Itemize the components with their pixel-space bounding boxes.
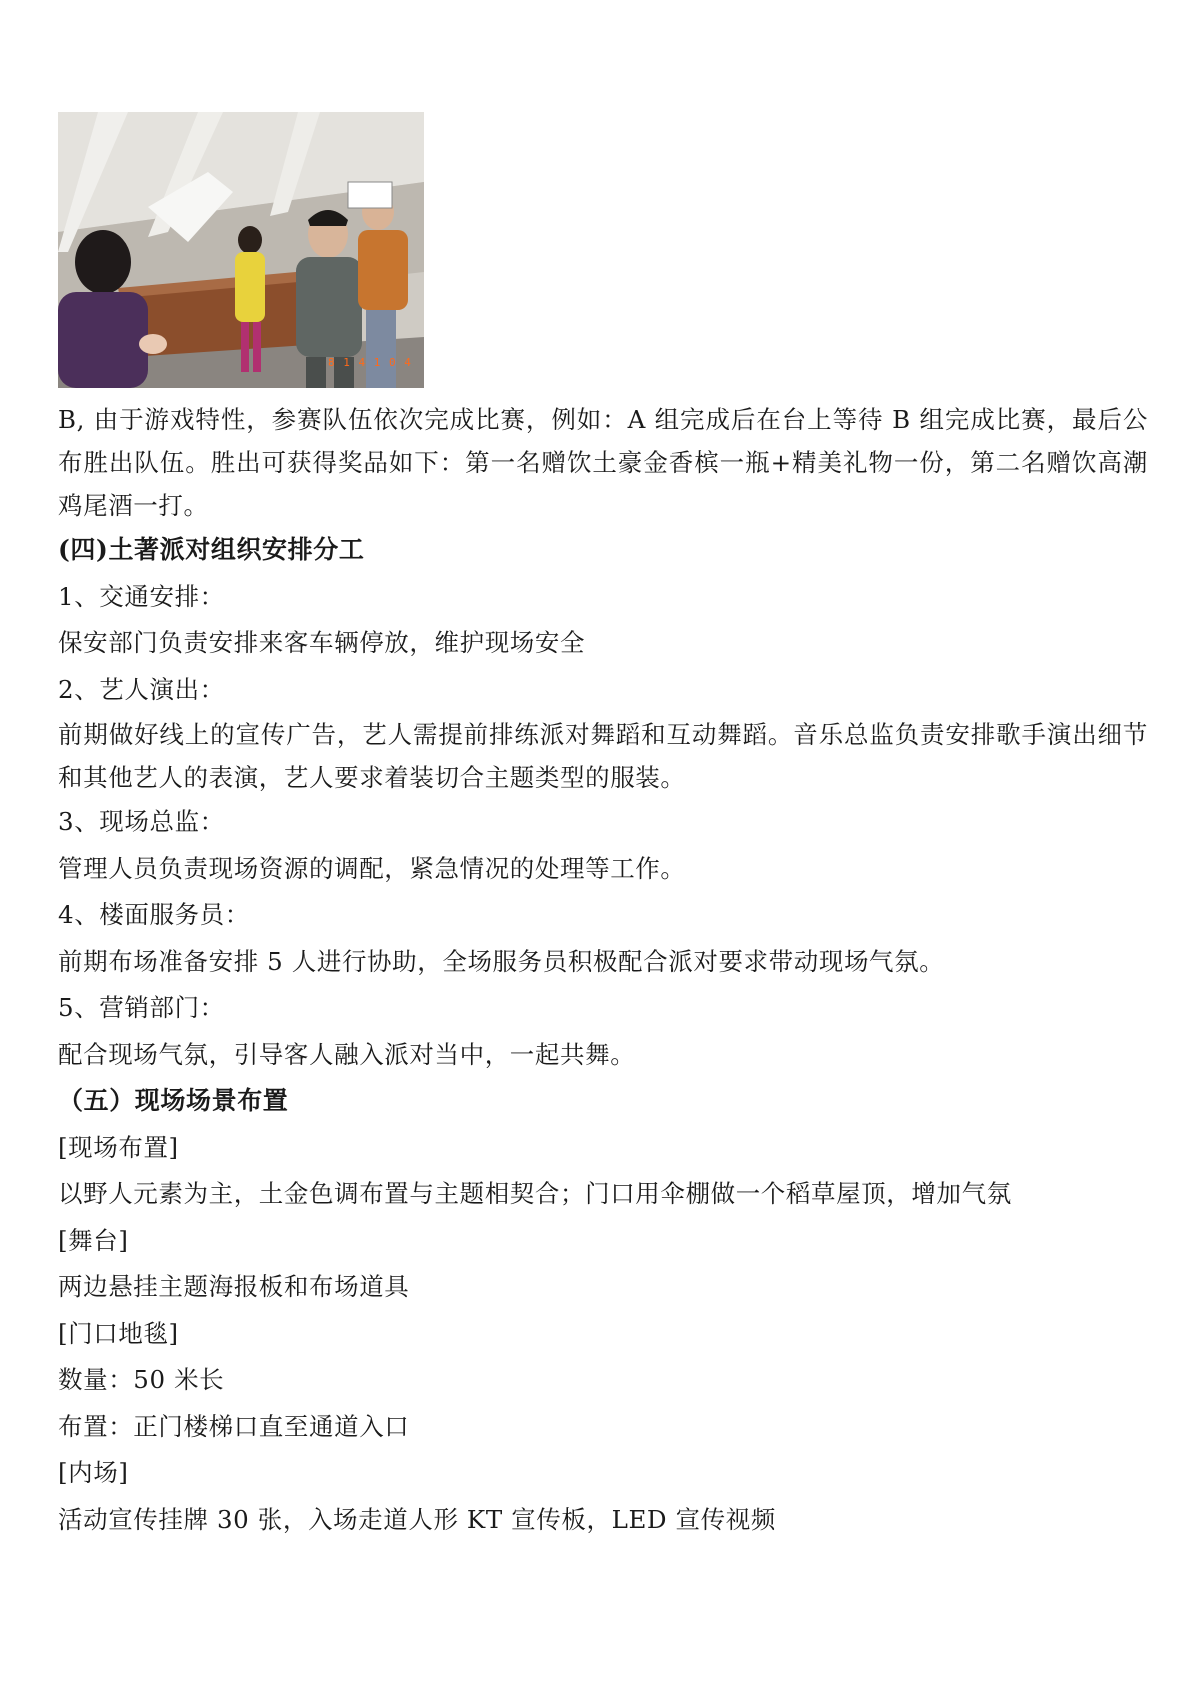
layout-label: [现场布置]	[58, 1132, 179, 1162]
item-1-text: 保安部门负责安排来客车辆停放，维护现场安全	[58, 628, 586, 657]
carpet-label: [门口地毯]	[58, 1318, 179, 1348]
stage-label: [舞台]	[58, 1225, 129, 1255]
item-3-text: 管理人员负责现场资源的调配，紧急情况的处理等工作。	[58, 853, 686, 883]
photo-illustration	[58, 112, 424, 388]
item-2-text: 前期做好线上的宣传广告，艺人需提前排练派对舞蹈和互动舞蹈。音乐总监负责安排歌手演出细节和其他艺人的表演，艺人要求着装切合主题类型的服装。	[58, 720, 1148, 792]
event-photo	[58, 112, 424, 388]
item-4-text: 前期布场准备安排 5 人进行协助，全场服务员积极配合派对要求带动现场气氛。	[58, 946, 945, 976]
section-b-paragraph: B, 由于游戏特性，参赛队伍依次完成比赛，例如：A 组完成后在台上等待 B 组完成比赛，最后公布胜出队伍。胜出可获得奖品如下：第一名赠饮土豪金香槟一瓶+精美礼物一份，第二名赠饮高潮鸡尾酒一打。	[58, 405, 1148, 520]
inner-text: 活动宣传挂牌 30 张，入场走道人形 KT 宣传板，LED 宣传视频	[58, 1504, 776, 1534]
carpet-quantity: 数量：50 米长	[58, 1365, 225, 1394]
photo-date-stamp: 8 1 4 1 0 4	[328, 356, 412, 369]
item-3-label: 3、现场总监：	[58, 807, 225, 836]
item-1-label: 1、交通安排：	[58, 581, 225, 611]
item-4-label: 4、楼面服务员：	[58, 900, 250, 929]
item-5-text: 配合现场气氛，引导客人融入派对当中，一起共舞。	[58, 1039, 636, 1069]
layout-text: 以野人元素为主，土金色调布置与主题相契合；门口用伞棚做一个稻草屋顶，增加气氛	[58, 1179, 1012, 1208]
carpet-placement: 布置：正门楼梯口直至通道入口	[58, 1411, 410, 1441]
stage-text: 两边悬挂主题海报板和布场道具	[58, 1272, 410, 1301]
section-5-heading: （五）现场场景布置	[58, 1086, 289, 1115]
item-2-label: 2、艺人演出：	[58, 674, 225, 704]
section-4-heading: (四)土著派对组织安排分工	[58, 535, 365, 564]
inner-label: [内场]	[58, 1458, 129, 1487]
item-5-label: 5、营销部门：	[58, 993, 225, 1022]
document-page	[58, 112, 1148, 1543]
